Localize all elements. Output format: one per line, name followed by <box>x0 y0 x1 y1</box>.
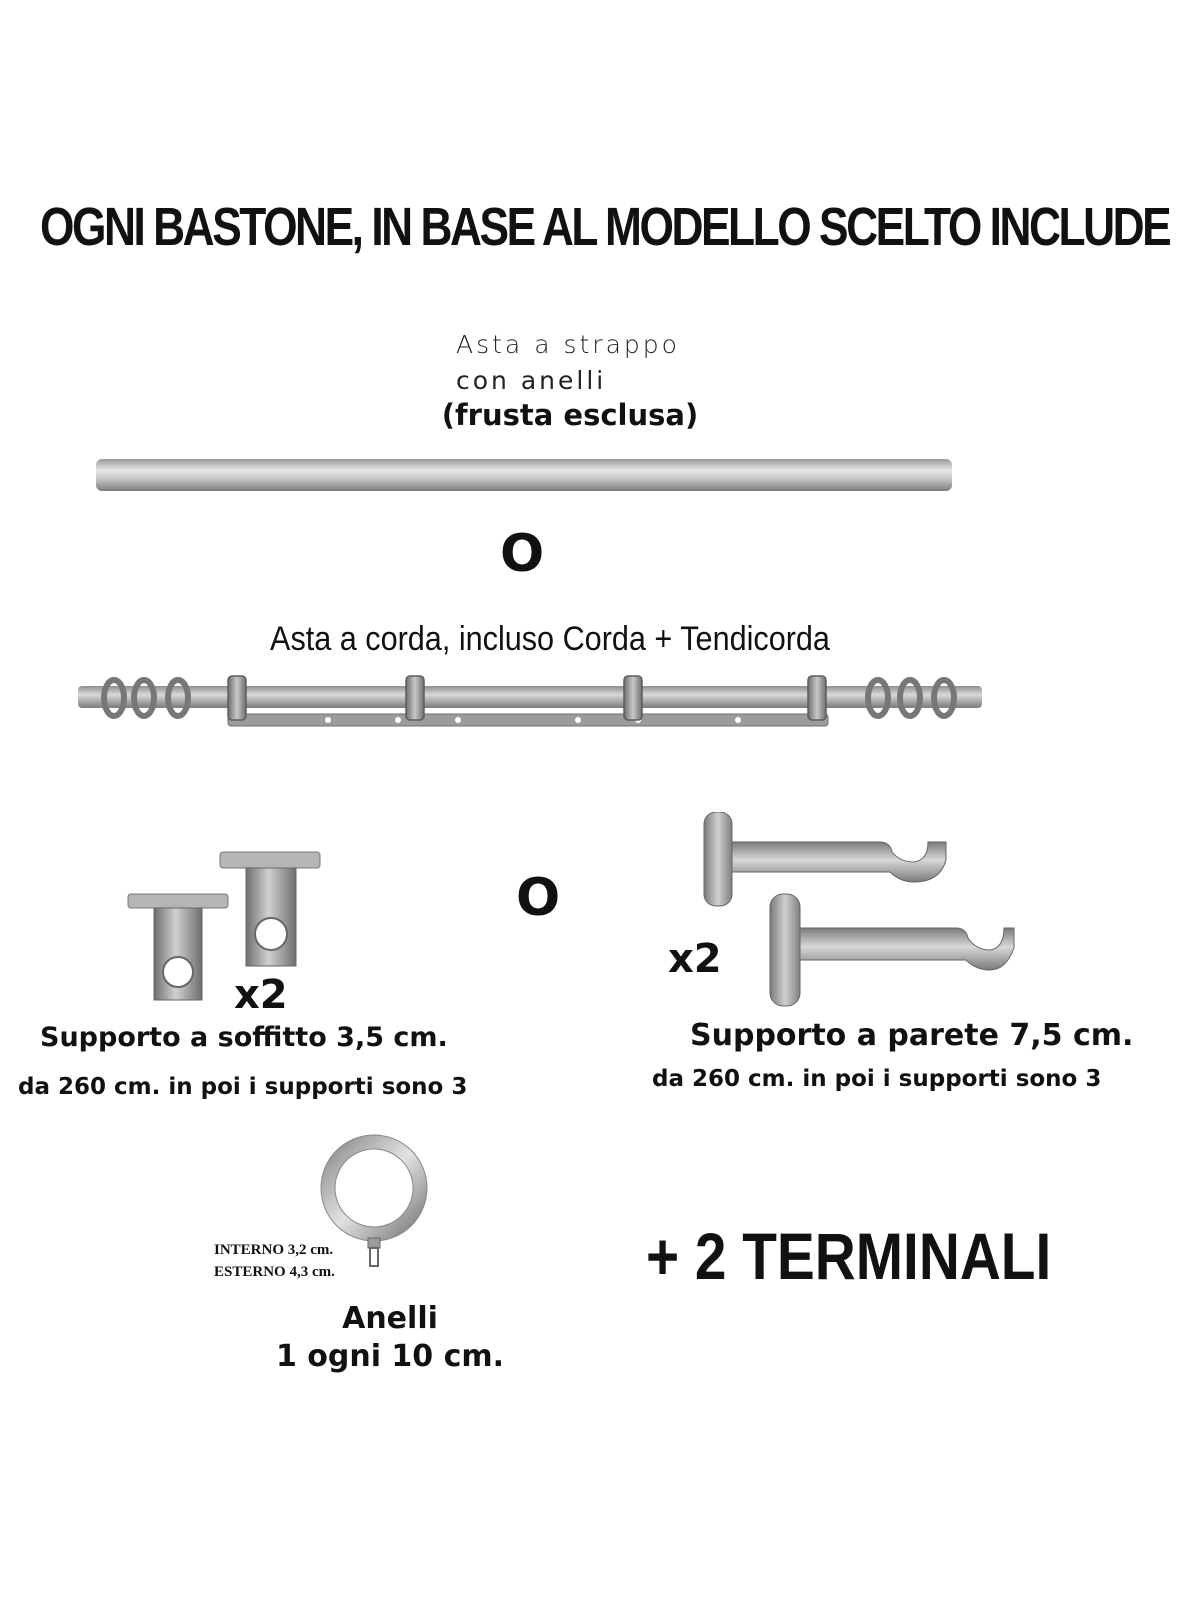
wall-support-note: da 260 cm. in poi i supporti sono 3 <box>652 1066 1102 1092</box>
separator-or-1: O <box>500 524 545 584</box>
wall-support-quantity: x2 <box>668 936 722 982</box>
straight-rod-image <box>90 455 960 499</box>
rings-label: Anelli <box>342 1301 438 1336</box>
terminals-label: + 2 TERMINALI <box>646 1219 1052 1293</box>
ceiling-support-note: da 260 cm. in poi i supporti sono 3 <box>18 1074 468 1100</box>
ring-outer-size: ESTERNO 4,3 cm. <box>214 1264 335 1280</box>
ceiling-support-label: Supporto a soffitto 3,5 cm. <box>40 1022 448 1053</box>
wall-support-label: Supporto a parete 7,5 cm. <box>690 1018 1134 1053</box>
wall-support-image <box>700 812 1030 1012</box>
strappo-label-line2: con anelli <box>456 366 607 395</box>
ring-inner-size: INTERNO 3,2 cm. <box>214 1242 334 1258</box>
separator-or-2: O <box>516 868 561 928</box>
strappo-note: (frusta esclusa) <box>441 398 699 432</box>
rings-caption <box>0 1300 780 1376</box>
ring-image <box>318 1134 428 1274</box>
rings-frequency: 1 ogni 10 cm. <box>275 1339 505 1374</box>
page-title: OGNI BASTONE, IN BASE AL MODELLO SCELTO INCLUDE <box>40 197 1170 257</box>
cord-rod-image <box>78 670 988 750</box>
strappo-label-line1: Asta a strappo <box>456 330 680 359</box>
corda-label: Asta a corda, incluso Corda + Tendicorda <box>270 620 830 658</box>
ceiling-support-quantity: x2 <box>234 972 288 1018</box>
ceiling-support-image <box>120 850 330 1010</box>
